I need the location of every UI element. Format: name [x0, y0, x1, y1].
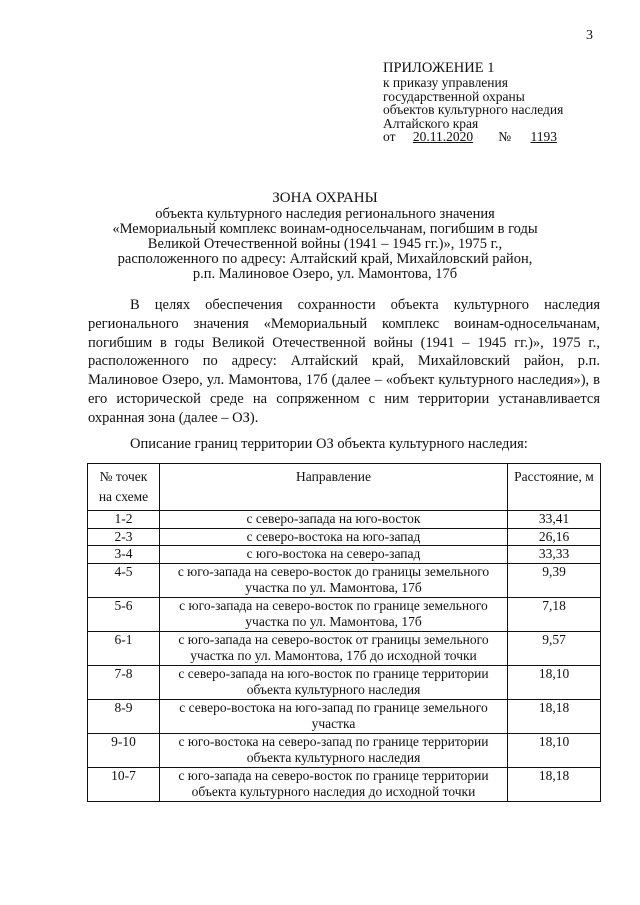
cell-direction: с северо-запада на юго-восток — [160, 511, 508, 529]
cell-direction: с юго-запада на северо-восток по границе территории объекта культурного наследия до исходной точки — [160, 767, 508, 801]
table-header-row — [88, 464, 601, 511]
cell-direction: с юго-востока на северо-запад по границе территории объекта культурного наследия — [160, 733, 508, 767]
table-row — [88, 733, 601, 767]
number-label: № — [498, 129, 512, 144]
cell-distance: 18,10 — [508, 665, 601, 699]
table-row — [88, 767, 601, 801]
cell-distance: 18,18 — [508, 699, 601, 733]
table-row — [88, 563, 601, 597]
table-row — [88, 528, 601, 546]
order-date-number — [383, 130, 623, 144]
appendix-line: Алтайского края — [383, 115, 479, 131]
cell-distance: 18,10 — [508, 733, 601, 767]
appendix-line: объектов культурного наследия — [383, 102, 564, 117]
cell-direction: с северо-востока на юго-запад по границе земельного участка — [160, 699, 508, 733]
table-row — [88, 546, 601, 564]
title-main: ЗОНА ОХРАНЫ — [272, 190, 378, 206]
cell-points: 7-8 — [88, 665, 160, 699]
appendix-line: к приказу управления — [383, 75, 508, 90]
cell-direction: с юго-востока на северо-запад — [160, 546, 508, 564]
cell-points: 8-9 — [88, 699, 160, 733]
cell-points: 2-3 — [88, 528, 160, 546]
cell-direction: с юго-запада на северо-восток до границы земельного участка по ул. Мамонтова, 17б — [160, 563, 508, 597]
cell-direction: с северо-востока на юго-запад — [160, 528, 508, 546]
table-row — [88, 665, 601, 699]
order-date: 20.11.2020 — [412, 129, 474, 144]
cell-distance: 18,18 — [508, 767, 601, 801]
cell-direction: с юго-запада на северо-восток от границы земельного участка по ул. Мамонтова, 17б до исходной точки — [160, 631, 508, 665]
appendix-header — [383, 60, 623, 144]
appendix-line: государственной охраны — [383, 88, 525, 104]
cell-distance: 33,41 — [508, 511, 601, 529]
cell-points: 3-4 — [88, 546, 160, 564]
cell-points: 6-1 — [88, 631, 160, 665]
table-row — [88, 597, 601, 631]
appendix-heading: ПРИЛОЖЕНИЕ 1 — [383, 60, 495, 76]
boundary-table — [87, 463, 601, 802]
header-direction: Направление — [160, 464, 508, 511]
cell-direction: с юго-запада на северо-восток по границе земельного участка по ул. Мамонтова, 17б — [160, 597, 508, 631]
body-paragraph: В целях обеспечения сохранности объекта культурного наследия регионального значения «Мемориальный комплекс воинам-односельчанам, погибшим в годы Великой Отечественной войны (1941 – 1945 гг.)», 1975 г., расположенного по адресу: Алтайский край, Михайловский район, р.п. Малиновое Озеро, ул. Мамонтова, 17б (далее – «объект культурного наследия»), в его исторической среде на сопряженном с ним территории устанавливается охранная зона (далее – ОЗ). — [88, 297, 600, 426]
title-subtitle: объекта культурного наследия регионального значения «Мемориальный комплекс воинам-односельчанам, погибшим в годы Великой Отечественной войны (1941 – 1945 гг.)», 1975 г., расположенного по адресу: Алтайский край, Михайловский район, р.п. Малиновое Озеро, ул. Мамонтова, 17б — [112, 206, 538, 282]
cell-points: 1-2 — [88, 511, 160, 529]
cell-points: 5-6 — [88, 597, 160, 631]
cell-points: 10-7 — [88, 767, 160, 801]
cell-distance: 9,57 — [508, 631, 601, 665]
page-number: 3 — [586, 28, 593, 43]
table-row — [88, 631, 601, 665]
table-row — [88, 511, 601, 529]
cell-points: 9-10 — [88, 733, 160, 767]
cell-distance: 33,33 — [508, 546, 601, 564]
table-row — [88, 699, 601, 733]
from-label: от — [383, 129, 396, 144]
cell-distance: 7,18 — [508, 597, 601, 631]
document-title — [100, 190, 550, 282]
cell-distance: 9,39 — [508, 563, 601, 597]
order-number: 1193 — [530, 129, 557, 144]
table-caption: Описание границ территории ОЗ объекта культурного наследия: — [130, 436, 528, 452]
cell-direction: с северо-запада на юго-восток по границе территории объекта культурного наследия — [160, 665, 508, 699]
header-points: № точек на схеме — [88, 464, 160, 511]
header-distance: Расстояние, м — [508, 464, 601, 511]
cell-points: 4-5 — [88, 563, 160, 597]
cell-distance: 26,16 — [508, 528, 601, 546]
